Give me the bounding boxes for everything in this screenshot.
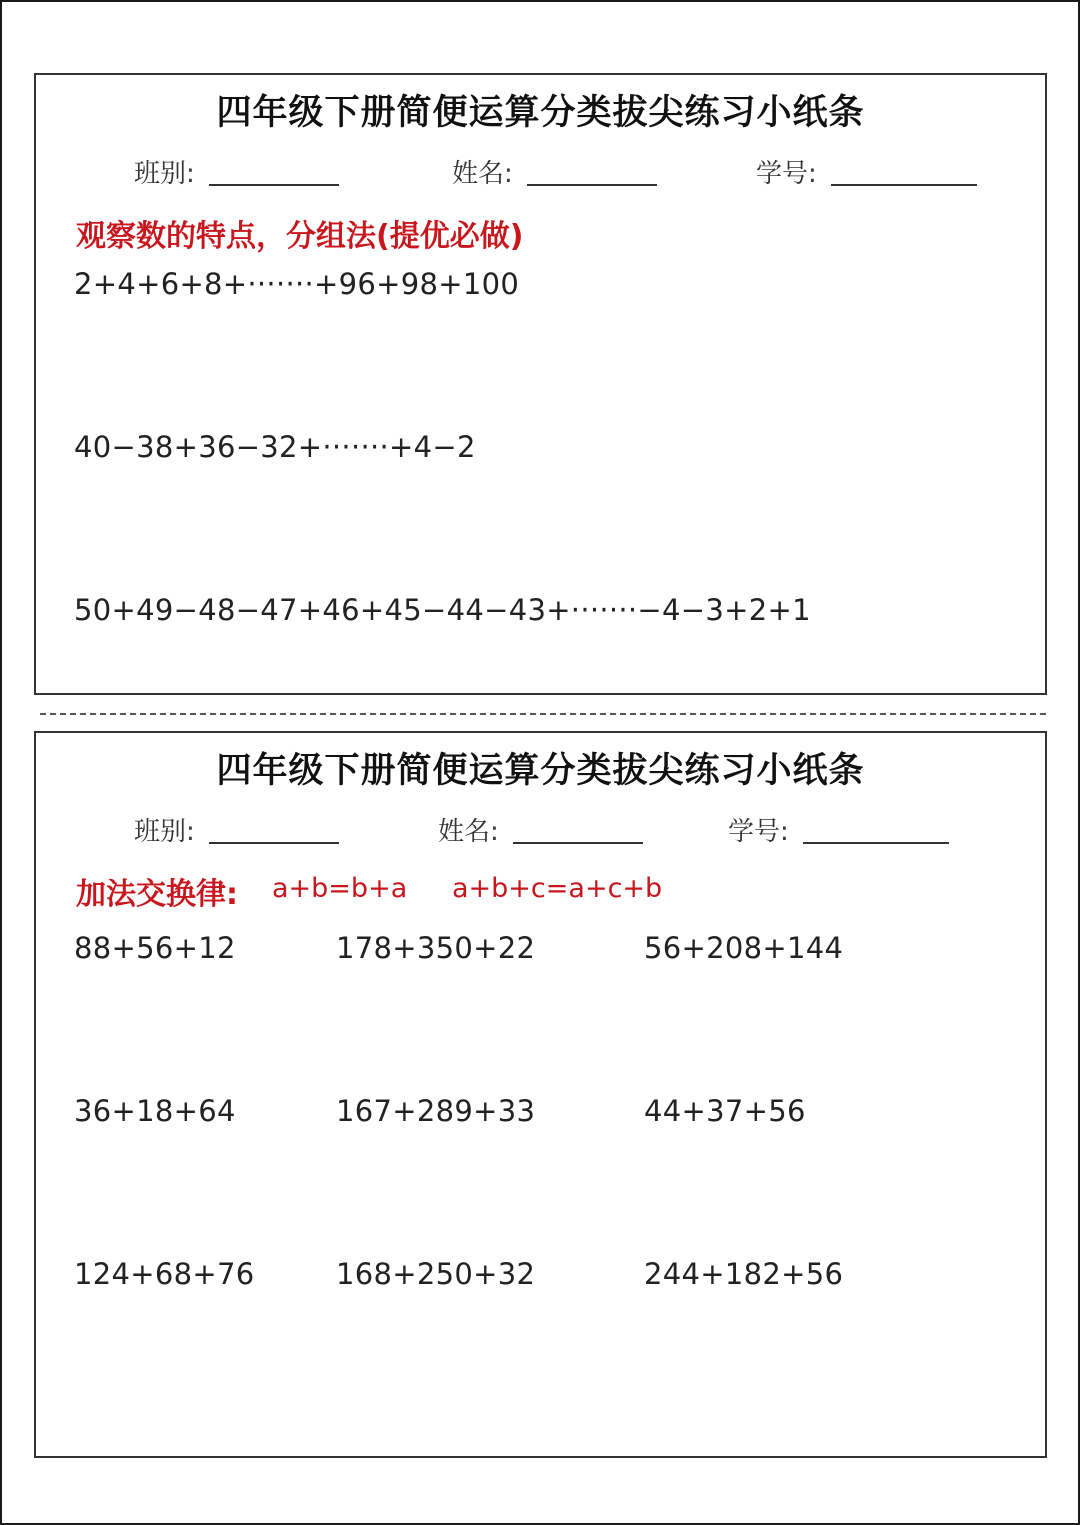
class-field (134, 153, 339, 190)
commutative-formula-three-terms: a+b+c=a+c+b (452, 873, 663, 904)
name-field (452, 153, 657, 190)
class-label: 班别: (134, 159, 195, 189)
worksheet-slip-2 (34, 731, 1047, 1458)
id-field (756, 153, 977, 190)
problem: 88+56+12 (74, 931, 236, 965)
problem: 36+18+64 (74, 1094, 236, 1128)
problem: 168+250+32 (336, 1257, 536, 1291)
id-blank[interactable] (803, 842, 949, 844)
commutative-formula: a+b=b+a (272, 873, 408, 904)
problem: 124+68+76 (74, 1257, 255, 1291)
id-label: 学号: (756, 159, 817, 189)
section-heading: 加法交换律: (76, 877, 238, 912)
class-field (134, 811, 339, 848)
problem: 178+350+22 (336, 931, 536, 965)
id-field (728, 811, 949, 848)
slip-title: 四年级下册简便运算分类拔尖练习小纸条 (216, 93, 865, 133)
name-blank[interactable] (513, 842, 643, 844)
problem: 167+289+33 (336, 1094, 536, 1128)
problem: 244+182+56 (644, 1257, 844, 1291)
name-label: 姓名: (452, 159, 513, 189)
problem: 2+4+6+8+·······+96+98+100 (74, 267, 520, 301)
section-heading: 观察数的特点，分组法(提优必做) (76, 219, 524, 254)
cut-line (40, 713, 1046, 715)
problem: 40−38+36−32+·······+4−2 (74, 430, 476, 464)
name-blank[interactable] (527, 184, 657, 186)
name-label: 姓名: (438, 817, 499, 847)
problem: 44+37+56 (644, 1094, 806, 1128)
name-field (438, 811, 643, 848)
worksheet-slip-1 (34, 73, 1047, 695)
class-blank[interactable] (209, 842, 339, 844)
problem: 56+208+144 (644, 931, 844, 965)
id-label: 学号: (728, 817, 789, 847)
class-label: 班别: (134, 817, 195, 847)
problem: 50+49−48−47+46+45−44−43+·······−4−3+2+1 (74, 593, 811, 627)
class-blank[interactable] (209, 184, 339, 186)
slip-title: 四年级下册简便运算分类拔尖练习小纸条 (216, 751, 865, 791)
id-blank[interactable] (831, 184, 977, 186)
